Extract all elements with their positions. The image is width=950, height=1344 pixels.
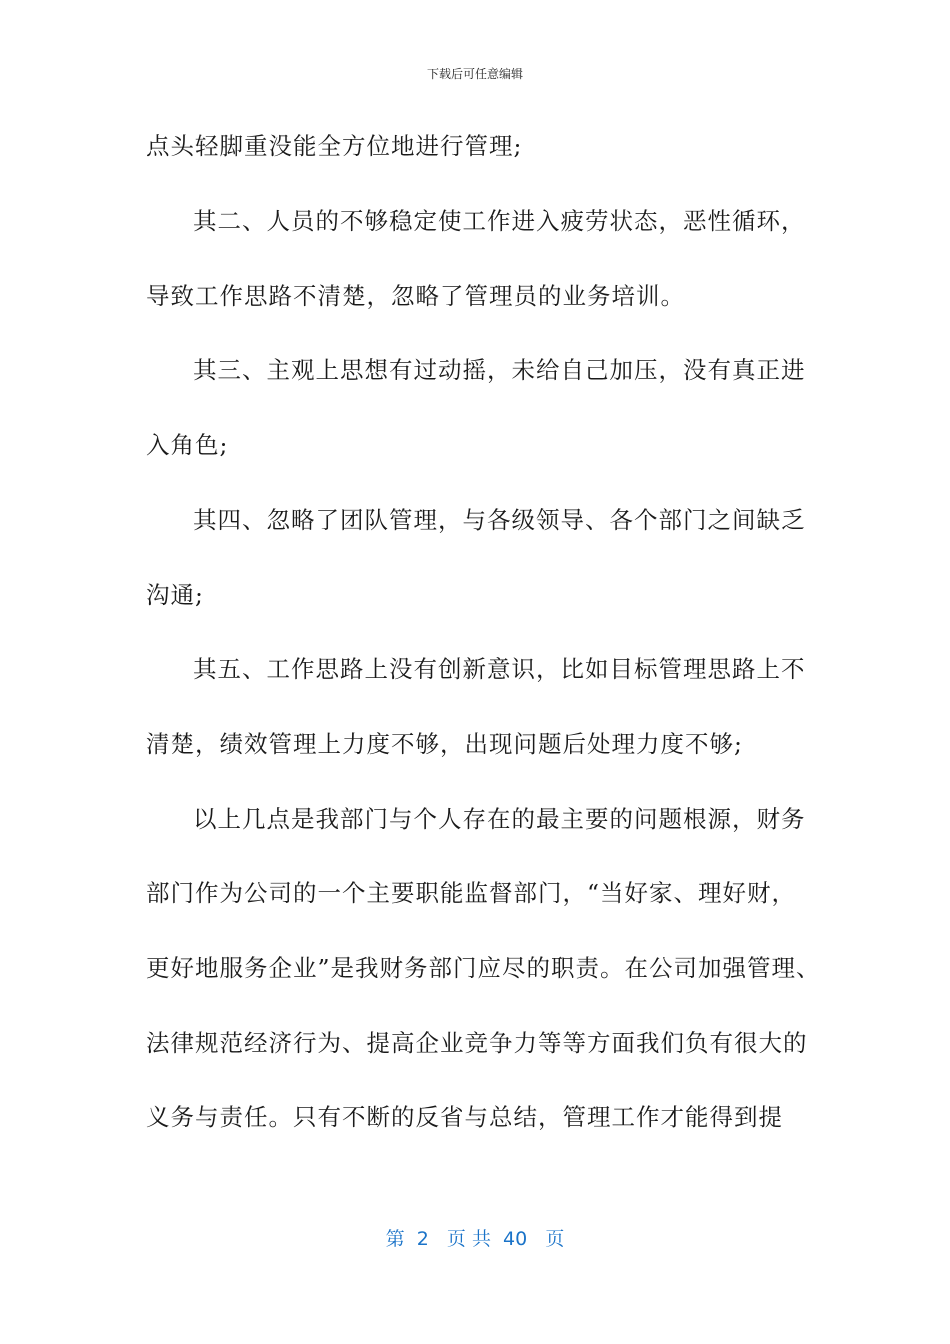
page-number-footer: 第 2 页 共 40 页 [385, 1228, 565, 1250]
text-line: 点头轻脚重没能全方位地进行管理; [146, 132, 523, 160]
text-line: 其五、工作思路上没有创新意识，比如目标管理思路上不 [193, 655, 806, 683]
text-line: 部门作为公司的一个主要职能监督部门，“当好家、理好财， [146, 879, 797, 907]
text-line: 其二、人员的不够稳定使工作进入疲劳状态，恶性循环， [193, 207, 806, 235]
text-line: 清楚，绩效管理上力度不够，出现问题后处理力度不够; [146, 730, 743, 758]
text-line: 其三、主观上思想有过动摇，未给自己加压，没有真正进 [193, 356, 806, 384]
page-header: 下载后可任意编辑 [426, 67, 523, 81]
text-line: 导致工作思路不清楚，忽略了管理员的业务培训。 [146, 282, 685, 310]
text-line: 更好地服务企业”是我财务部门应尽的职责。在公司加强管理、 [146, 954, 821, 982]
text-line: 入角色; [146, 431, 229, 459]
text-line: 其四、忽略了团队管理，与各级领导、各个部门之间缺乏 [193, 506, 806, 534]
text-line: 法律规范经济行为、提高企业竞争力等等方面我们负有很大的 [146, 1029, 808, 1057]
text-line: 沟通; [146, 581, 204, 609]
text-line: 义务与责任。只有不断的反省与总结，管理工作才能得到提 [146, 1103, 783, 1131]
text-line: 以上几点是我部门与个人存在的最主要的问题根源，财务 [193, 805, 806, 833]
